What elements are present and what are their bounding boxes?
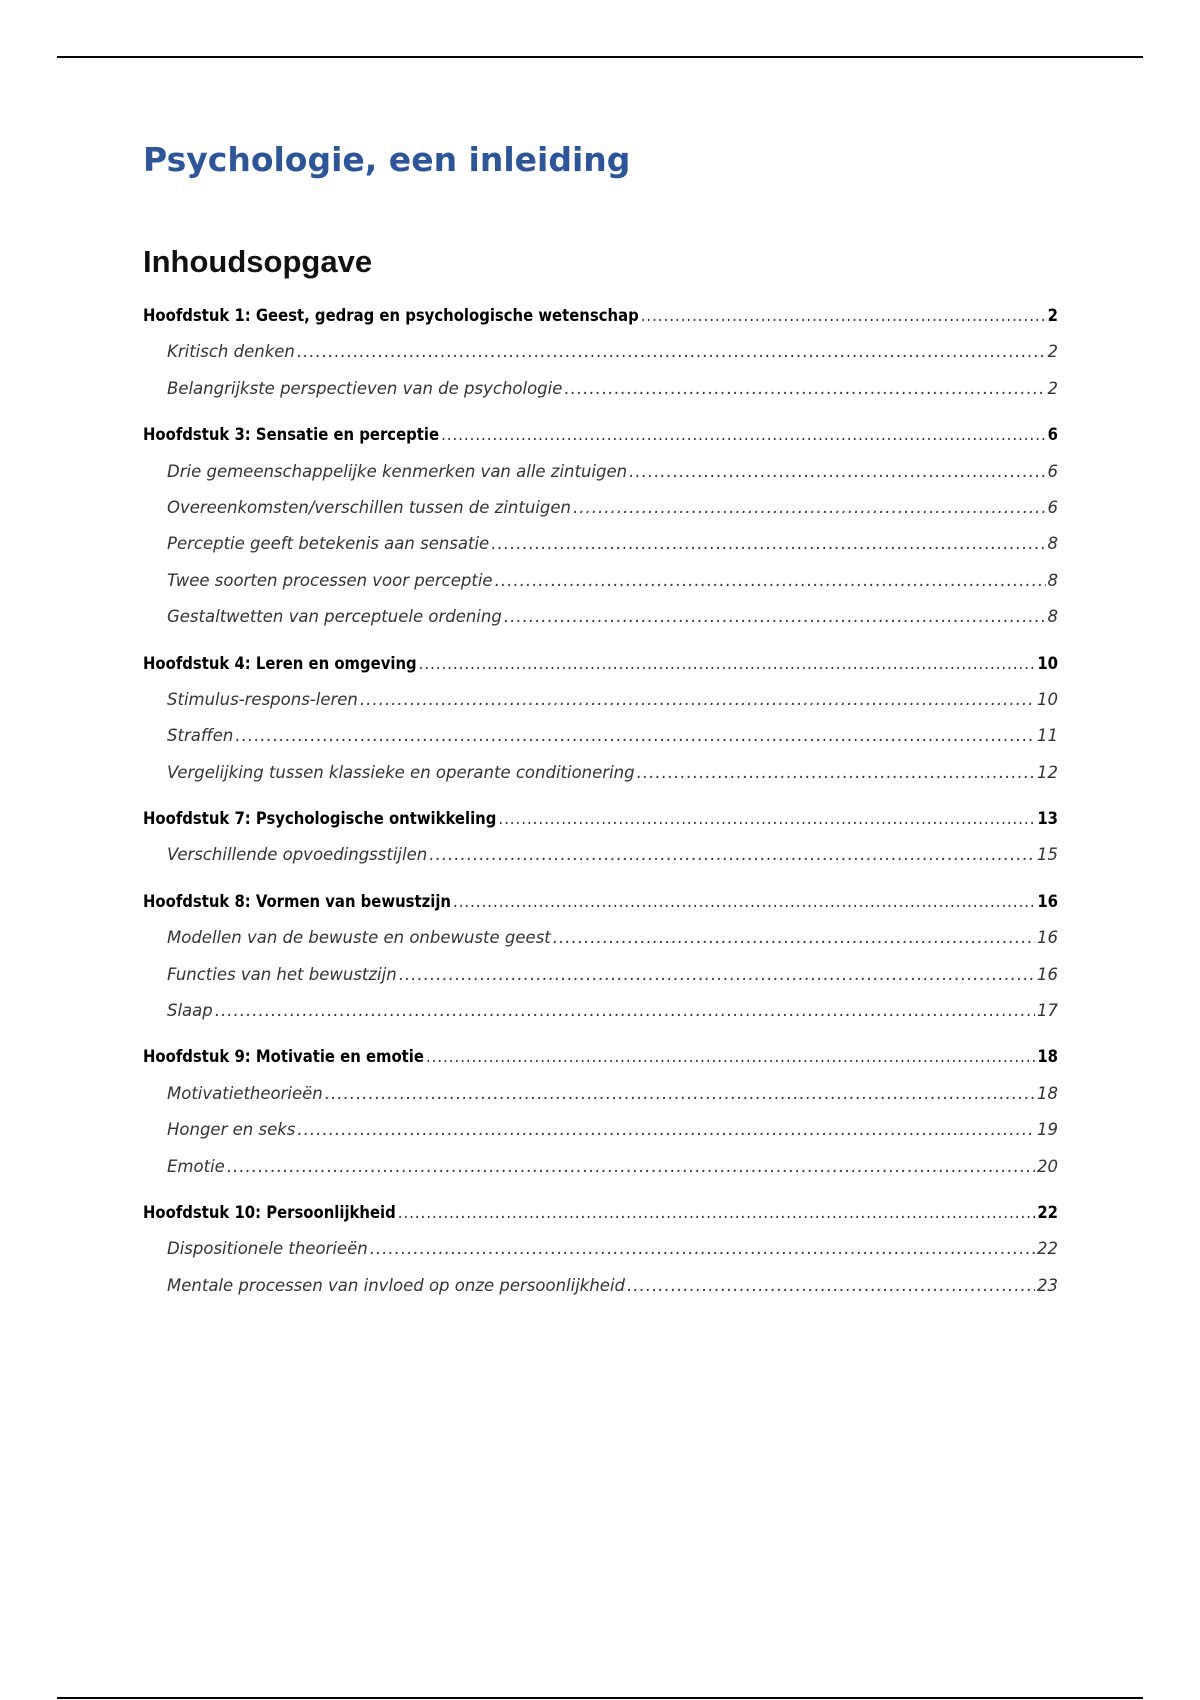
toc-section-entry[interactable] xyxy=(143,563,1058,599)
toc-page-number: 13 xyxy=(1037,809,1058,829)
page-content xyxy=(143,130,1058,1295)
toc-dot-leader xyxy=(325,1076,1035,1112)
toc-page-number: 16 xyxy=(1037,928,1058,948)
toc-dot-leader xyxy=(297,1112,1035,1148)
toc-page-number: 2 xyxy=(1047,342,1058,362)
toc-page-number: 2 xyxy=(1047,306,1058,325)
toc-page-number: 19 xyxy=(1037,1120,1058,1140)
toc-section-entry[interactable] xyxy=(143,371,1058,407)
toc-entry-label: Honger en seks xyxy=(167,1120,296,1140)
toc-chapter-group xyxy=(143,417,1058,635)
toc-page-number: 8 xyxy=(1047,570,1058,590)
toc-dot-leader xyxy=(398,1195,1036,1231)
toc-chapter-entry[interactable] xyxy=(143,1039,1058,1075)
toc-chapter-entry[interactable] xyxy=(143,298,1058,334)
toc-page-number: 6 xyxy=(1047,425,1058,445)
toc-dot-leader xyxy=(491,526,1045,562)
toc-chapter-group xyxy=(143,646,1058,792)
toc-dot-leader xyxy=(399,957,1035,993)
toc-chapter-group xyxy=(143,298,1058,407)
toc-entry-label: Slaap xyxy=(167,1001,213,1021)
toc-page-number: 6 xyxy=(1047,497,1058,517)
toc-section-entry[interactable] xyxy=(143,599,1058,635)
toc-entry-label: Twee soorten processen voor perceptie xyxy=(167,570,493,590)
toc-dot-leader xyxy=(498,801,1035,837)
toc-section-entry[interactable] xyxy=(143,718,1058,754)
toc-section-entry[interactable] xyxy=(143,837,1058,873)
toc-dot-leader xyxy=(573,490,1046,526)
toc-dot-leader xyxy=(360,682,1035,718)
toc-section-entry[interactable] xyxy=(143,334,1058,370)
toc-page-number: 11 xyxy=(1037,726,1058,746)
toc-dot-leader xyxy=(419,646,1036,682)
table-of-contents xyxy=(143,298,1058,1314)
toc-section-entry[interactable] xyxy=(143,490,1058,526)
toc-section-entry[interactable] xyxy=(143,957,1058,993)
toc-section-entry[interactable] xyxy=(143,993,1058,1029)
toc-dot-leader xyxy=(453,884,1035,920)
toc-entry-label: Hoofdstuk 4: Leren en omgeving xyxy=(143,653,417,673)
toc-page-number: 10 xyxy=(1037,689,1058,709)
toc-page-number: 8 xyxy=(1047,534,1058,554)
toc-entry-label: Modellen van de bewuste en onbewuste geest xyxy=(167,928,551,948)
toc-page-number: 6 xyxy=(1047,461,1058,481)
toc-dot-leader xyxy=(215,993,1035,1029)
toc-entry-label: Verschillende opvoedingsstijlen xyxy=(167,845,428,865)
toc-section-entry[interactable] xyxy=(143,682,1058,718)
toc-page-number: 10 xyxy=(1037,653,1058,673)
toc-page-number: 12 xyxy=(1037,762,1058,782)
toc-page-number: 22 xyxy=(1037,1202,1058,1222)
toc-entry-label: Drie gemeenschappelijke kenmerken van alle zintuigen xyxy=(167,461,628,481)
toc-chapter-entry[interactable] xyxy=(143,801,1058,837)
toc-entry-label: Hoofdstuk 10: Persoonlijkheid xyxy=(143,1202,396,1222)
toc-heading: Inhoudsopgave xyxy=(143,244,373,279)
toc-entry-label: Overeenkomsten/verschillen tussen de zintuigen xyxy=(167,497,571,517)
toc-section-entry[interactable] xyxy=(143,1231,1058,1267)
toc-page-number: 23 xyxy=(1037,1275,1058,1295)
toc-entry-label: Mentale processen van invloed op onze persoonlijkheid xyxy=(167,1275,626,1295)
toc-entry-label: Motivatietheorieën xyxy=(167,1083,323,1103)
toc-page-number: 2 xyxy=(1047,378,1058,398)
toc-entry-label: Hoofdstuk 3: Sensatie en perceptie xyxy=(143,425,440,445)
toc-entry-label: Hoofdstuk 7: Psychologische ontwikkeling xyxy=(143,809,497,829)
toc-section-entry[interactable] xyxy=(143,1268,1058,1304)
footer-rule xyxy=(57,1697,1143,1699)
toc-chapter-group xyxy=(143,801,1058,874)
toc-chapter-entry[interactable] xyxy=(143,417,1058,453)
toc-chapter-group xyxy=(143,1195,1058,1304)
toc-dot-leader xyxy=(227,1149,1035,1185)
toc-page-number: 20 xyxy=(1037,1156,1058,1176)
toc-entry-label: Emotie xyxy=(167,1156,225,1176)
toc-section-entry[interactable] xyxy=(143,454,1058,490)
toc-dot-leader xyxy=(235,718,1035,754)
toc-page-number: 17 xyxy=(1037,1001,1058,1021)
toc-entry-label: Gestaltwetten van perceptuele ordening xyxy=(167,607,502,627)
toc-entry-label: Hoofdstuk 1: Geest, gedrag en psychologische wetenschap xyxy=(143,306,639,325)
toc-dot-leader xyxy=(504,599,1046,635)
toc-page-number: 8 xyxy=(1047,607,1058,627)
toc-dot-leader xyxy=(441,417,1046,453)
toc-chapter-group xyxy=(143,1039,1058,1185)
toc-section-entry[interactable] xyxy=(143,1076,1058,1112)
toc-section-entry[interactable] xyxy=(143,526,1058,562)
toc-dot-leader xyxy=(629,454,1045,490)
toc-entry-label: Vergelijking tussen klassieke en operante conditionering xyxy=(167,762,635,782)
toc-page-number: 15 xyxy=(1037,845,1058,865)
toc-entry-label: Belangrijkste perspectieven van de psychologie xyxy=(167,378,563,398)
toc-entry-label: Kritisch denken xyxy=(167,342,295,362)
toc-page-number: 22 xyxy=(1037,1239,1058,1259)
toc-entry-label: Hoofdstuk 9: Motivatie en emotie xyxy=(143,1047,424,1067)
toc-page-number: 18 xyxy=(1037,1047,1058,1067)
toc-page-number: 18 xyxy=(1037,1083,1058,1103)
toc-chapter-entry[interactable] xyxy=(143,884,1058,920)
toc-chapter-entry[interactable] xyxy=(143,646,1058,682)
toc-section-entry[interactable] xyxy=(143,1149,1058,1185)
toc-dot-leader xyxy=(553,920,1035,956)
toc-dot-leader xyxy=(564,371,1045,407)
toc-section-entry[interactable] xyxy=(143,920,1058,956)
toc-entry-label: Perceptie geeft betekenis aan sensatie xyxy=(167,534,490,554)
toc-dot-leader xyxy=(429,837,1035,873)
toc-dot-leader xyxy=(495,563,1046,599)
toc-entry-label: Dispositionele theorieën xyxy=(167,1239,368,1259)
toc-entry-label: Hoofdstuk 8: Vormen van bewustzijn xyxy=(143,891,451,911)
header-rule xyxy=(57,56,1143,58)
toc-entry-label: Functies van het bewustzijn xyxy=(167,964,397,984)
document-title: Psychologie, een inleiding xyxy=(143,140,631,179)
toc-dot-leader xyxy=(297,334,1046,370)
toc-dot-leader xyxy=(637,755,1035,791)
toc-dot-leader xyxy=(426,1039,1035,1075)
toc-dot-leader xyxy=(370,1231,1035,1267)
toc-dot-leader xyxy=(641,298,1046,334)
toc-chapter-entry[interactable] xyxy=(143,1195,1058,1231)
toc-entry-label: Stimulus-respons-leren xyxy=(167,689,358,709)
toc-entry-label: Straffen xyxy=(167,726,234,746)
toc-page-number: 16 xyxy=(1037,964,1058,984)
toc-section-entry[interactable] xyxy=(143,1112,1058,1148)
toc-dot-leader xyxy=(627,1268,1035,1304)
toc-section-entry[interactable] xyxy=(143,755,1058,791)
toc-chapter-group xyxy=(143,884,1058,1030)
toc-page-number: 16 xyxy=(1037,891,1058,911)
